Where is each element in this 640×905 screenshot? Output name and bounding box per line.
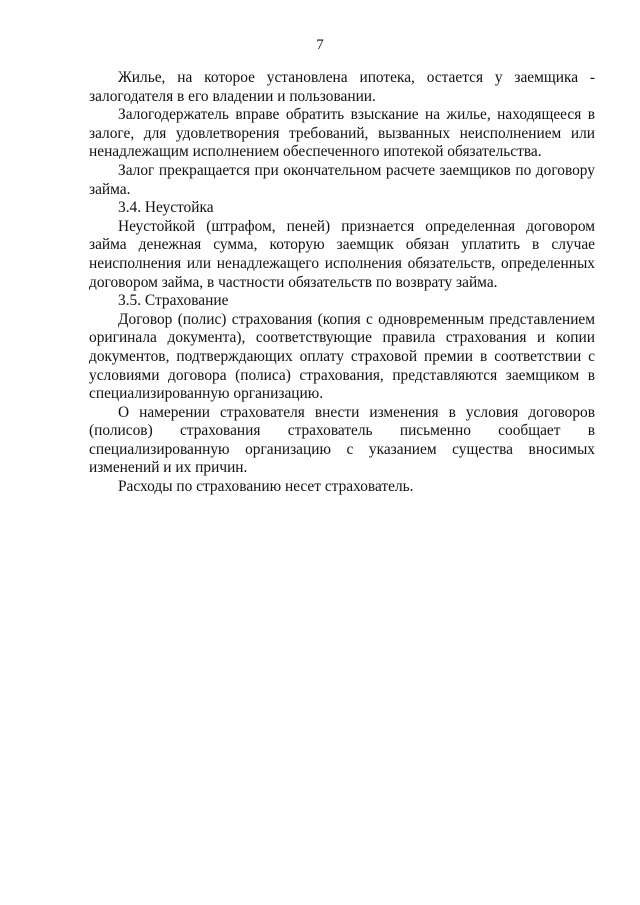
paragraph-insurance-documents: Договор (полис) страхования (копия с одновременным представлением оригинала документа), соответствующие правила страхования и копии документов, подтверждающих оплату страховой премии в соответствии с условиями договора (полиса) страхования, представляются заемщиком в специализированную организацию. xyxy=(89,310,595,403)
paragraph-pledge-termination: Залог прекращается при окончательном расчете заемщиков по договору займа. xyxy=(89,161,595,198)
paragraph-insurance-changes: О намерении страхователя внести изменения в условия договоров (полисов) страхования страхователь письменно сообщает в специализированную организацию с указанием существа вносимых изменений и их причин. xyxy=(89,403,595,477)
paragraph-foreclosure-right: Залогодержатель вправе обратить взыскание на жилье, находящееся в залоге, для удовлетворения требований, вызванных неисполнением или ненадлежащим исполнением обеспеченного ипотекой обязательства. xyxy=(89,106,595,161)
page-number: 7 xyxy=(316,37,324,53)
section-heading-insurance: 3.5. Страхование xyxy=(118,292,229,310)
paragraph-penalty-definition: Неустойкой (штрафом, пеней) признается определенная договором займа денежная сумма, которую заемщик обязан уплатить в случае неисполнения или ненадлежащего исполнения обязательств, определенных договором займа, в частности обязательств по возврату займа. xyxy=(89,217,595,291)
document-body xyxy=(89,69,595,497)
paragraph-insurance-expenses: Расходы по страхованию несет страхователь. xyxy=(118,478,414,496)
paragraph-mortgage-possession: Жилье, на которое установлена ипотека, остается у заемщика - залогодателя в его владении и пользовании. xyxy=(89,69,595,105)
section-heading-penalty: 3.4. Неустойка xyxy=(118,199,214,217)
